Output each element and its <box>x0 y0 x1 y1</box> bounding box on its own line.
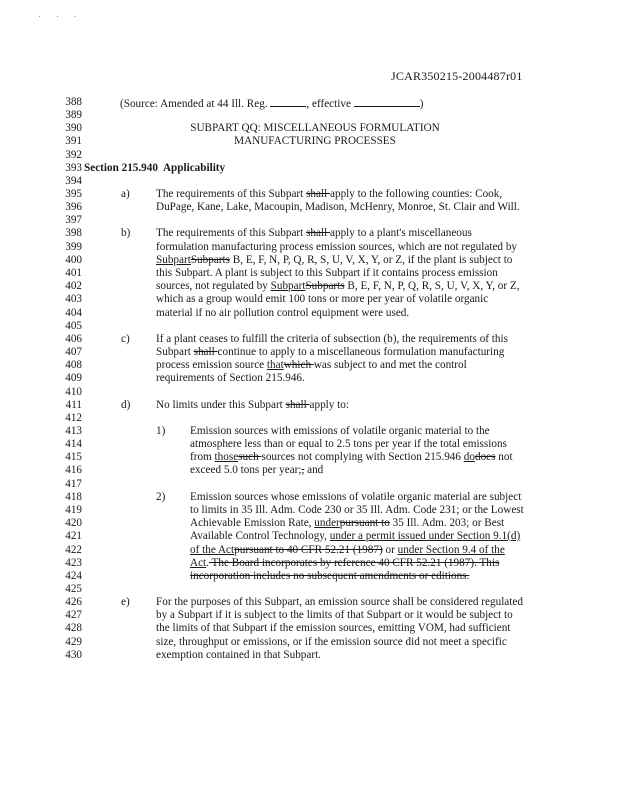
text: apply to: <box>309 399 349 411</box>
line-number: 394 <box>65 175 82 187</box>
para-e-line: the limits of that Subpart if the emission sources, emitting VOM, had sufficient <box>156 622 511 634</box>
line-number: 399 <box>65 241 82 253</box>
para-a-label: a) <box>121 188 130 200</box>
para-b-label: b) <box>121 227 131 239</box>
line-number: 411 <box>65 399 82 411</box>
line-number: 406 <box>65 333 82 345</box>
line-number: 424 <box>65 570 82 582</box>
line-number: 393 <box>65 162 82 174</box>
para-b-line <box>156 228 472 240</box>
para-c-line: If a plant ceases to fulfill the criteria of subsection (b), the requirements of this <box>156 333 508 345</box>
line-number: 402 <box>65 280 82 292</box>
deleted-text: Subparts <box>190 254 230 266</box>
subpart-title-line1: SUBPART QQ: MISCELLANEOUS FORMULATION <box>190 122 440 134</box>
line-number: 418 <box>65 491 82 503</box>
item-2-line <box>190 518 504 530</box>
text: . <box>206 557 209 569</box>
text: from <box>190 451 215 463</box>
item-1-line: Emission sources with emissions of volatile organic material to the <box>190 425 490 437</box>
deleted-text: does <box>474 451 496 463</box>
deleted-text: pursuant to 40 CFR 52.21 (1987) <box>234 544 383 556</box>
para-e-line: by a Subpart if it is subject to the limits of that Subpart or it would be subject to <box>156 609 513 621</box>
text: The requirements of this Subpart <box>156 188 307 200</box>
deleted-text: , <box>301 464 305 476</box>
para-b-line: material if no air pollution control equipment were used. <box>156 307 410 319</box>
line-number: 415 <box>65 451 82 463</box>
para-a-line: DuPage, Kane, Lake, Macoupin, Madison, McHenry, Monroe, St. Clair and Will. <box>156 201 520 213</box>
item-2-label: 2) <box>156 491 166 503</box>
para-c-line <box>156 347 504 359</box>
item-1-line <box>190 452 513 464</box>
deleted-text: incorporation includes no subsequent amendments or editions. <box>190 570 470 582</box>
text: Available Control Technology, <box>190 530 330 542</box>
line-number: 389 <box>65 109 82 121</box>
text: B, E, F, N, P, Q, R, S, U, V, X, Y, or Z, if the plant is subject to <box>229 254 513 266</box>
item-2-line: Emission sources whose emissions of volatile organic material are subject <box>190 491 522 503</box>
item-1-line: atmosphere less than or equal to 2.5 tons per year if the total emissions <box>190 438 507 450</box>
line-number: 425 <box>65 583 82 595</box>
line-number: 396 <box>65 201 82 213</box>
line-number: 413 <box>65 425 82 437</box>
effective-date-blank <box>354 97 420 107</box>
deleted-text: which <box>283 359 314 371</box>
deleted-text: shall <box>193 346 218 358</box>
inserted-text: do <box>463 451 475 463</box>
line-number: 417 <box>65 478 82 490</box>
item-2-line <box>190 531 520 543</box>
line-number: 416 <box>65 464 82 476</box>
text: was subject to and met the control <box>313 359 467 371</box>
line-number: 410 <box>65 386 82 398</box>
text: apply to the following counties: Cook, <box>330 188 503 200</box>
para-b-line <box>156 255 512 267</box>
para-a-line <box>156 189 502 201</box>
line-number: 390 <box>65 122 82 134</box>
line-number: 395 <box>65 188 82 200</box>
line-number: 403 <box>65 293 82 305</box>
register-page-blank <box>270 97 306 107</box>
line-number: 422 <box>65 544 82 556</box>
para-d-line <box>156 400 349 412</box>
inserted-text: Act <box>190 557 207 569</box>
line-number: 426 <box>65 596 82 608</box>
scan-corner-marks: · · · <box>38 12 83 23</box>
line-number: 429 <box>65 636 82 648</box>
text: and <box>304 464 324 476</box>
text: Subpart <box>156 346 194 358</box>
deleted-text: shall <box>285 399 310 411</box>
line-number: 408 <box>65 359 82 371</box>
inserted-text: under a permit issued under Section 9.1(d) <box>329 530 521 542</box>
item-2-line: to limits in 35 Ill. Adm. Code 230 or 35 Ill. Adm. Code 231; or the Lowest <box>190 504 524 516</box>
line-number: 407 <box>65 346 82 358</box>
text: sources, not regulated by <box>156 280 271 292</box>
line-number: 401 <box>65 267 82 279</box>
text: sources not complying with Section 215.946 <box>261 451 464 463</box>
para-b-line: formulation manufacturing process emission sources, which are not regulated by <box>156 241 518 253</box>
para-b-line: this Subpart. A plant is subject to this Subpart if it contains process emission <box>156 267 498 279</box>
text: No limits under this Subpart <box>156 399 286 411</box>
para-c-line: requirements of Section 215.946. <box>156 372 305 384</box>
deleted-text: pursuant to <box>339 517 390 529</box>
para-c-line <box>156 360 467 372</box>
line-number: 398 <box>65 227 82 239</box>
text: not <box>495 451 513 463</box>
item-1-line <box>190 465 323 477</box>
deleted-text: shall <box>306 188 331 200</box>
para-d-label: d) <box>121 399 131 411</box>
source-note <box>120 97 423 111</box>
item-2-line <box>190 545 505 557</box>
text: process emission source <box>156 359 267 371</box>
para-b-line <box>156 281 520 293</box>
item-2-line <box>190 571 469 583</box>
section-title: Applicability <box>162 162 226 174</box>
text: Achievable Emission Rate, <box>190 517 315 529</box>
para-c-label: c) <box>121 333 130 345</box>
para-e-line: exemption contained in that Subpart. <box>156 649 321 661</box>
section-number: Section 215.940 <box>84 162 158 174</box>
section-heading <box>84 163 225 175</box>
line-number: 430 <box>65 649 82 661</box>
line-number: 404 <box>65 307 82 319</box>
line-number: 392 <box>65 149 82 161</box>
inserted-text: those <box>214 451 239 463</box>
text: apply to a plant's miscellaneous <box>330 227 472 239</box>
deleted-text: such <box>238 451 262 463</box>
line-number: 400 <box>65 254 82 266</box>
source-note-prefix: (Source: Amended at 44 Ill. Reg. <box>120 98 271 110</box>
text: continue to apply to a miscellaneous formulation manufacturing <box>217 346 505 358</box>
inserted-text: that <box>266 359 284 371</box>
item-1-label: 1) <box>156 425 166 437</box>
text: or <box>382 544 398 556</box>
line-number: 414 <box>65 438 82 450</box>
subpart-title-line2: MANUFACTURING PROCESSES <box>234 135 396 147</box>
line-number: 409 <box>65 372 82 384</box>
inserted-text: under Section 9.4 of the <box>397 544 505 556</box>
para-e-line: For the purposes of this Subpart, an emission source shall be considered regulated <box>156 596 523 608</box>
line-number: 427 <box>65 609 82 621</box>
document-id: JCAR350215-2004487r01 <box>391 69 523 83</box>
line-number: 405 <box>65 320 82 332</box>
line-number: 423 <box>65 557 82 569</box>
para-b-line: which as a group would emit 100 tons or more per year of volatile organic <box>156 293 489 305</box>
line-number: 391 <box>65 135 82 147</box>
line-number: 420 <box>65 517 82 529</box>
text: The requirements of this Subpart <box>156 227 307 239</box>
line-number: 421 <box>65 530 82 542</box>
source-note-suffix: ) <box>419 98 424 110</box>
line-number: 388 <box>65 96 82 108</box>
line-number: 412 <box>65 412 82 424</box>
item-2-line <box>190 558 499 570</box>
deleted-text: The Board incorporates by reference 40 CFR 52.21 (1987). This <box>208 557 500 569</box>
text: exceed 5.0 tons per year; <box>190 464 302 476</box>
line-number: 419 <box>65 504 82 516</box>
line-number: 428 <box>65 622 82 634</box>
deleted-text: Subparts <box>305 280 345 292</box>
inserted-text: under <box>314 517 340 529</box>
text: B, E, F, N, P, Q, R, S, U, V, X, Y, or Z, <box>344 280 520 292</box>
inserted-text: of the Act <box>190 544 235 556</box>
text: 35 Ill. Adm. 203; or Best <box>389 517 505 529</box>
deleted-text: shall <box>306 227 331 239</box>
inserted-text: Subpart <box>270 280 306 292</box>
inserted-text: Subpart <box>156 254 191 266</box>
line-number: 397 <box>65 214 82 226</box>
para-e-label: e) <box>121 596 130 608</box>
source-note-middle: , effective <box>306 98 354 110</box>
para-e-line: size, throughput or emissions, or if the emission source did not meet a specific <box>156 636 507 648</box>
